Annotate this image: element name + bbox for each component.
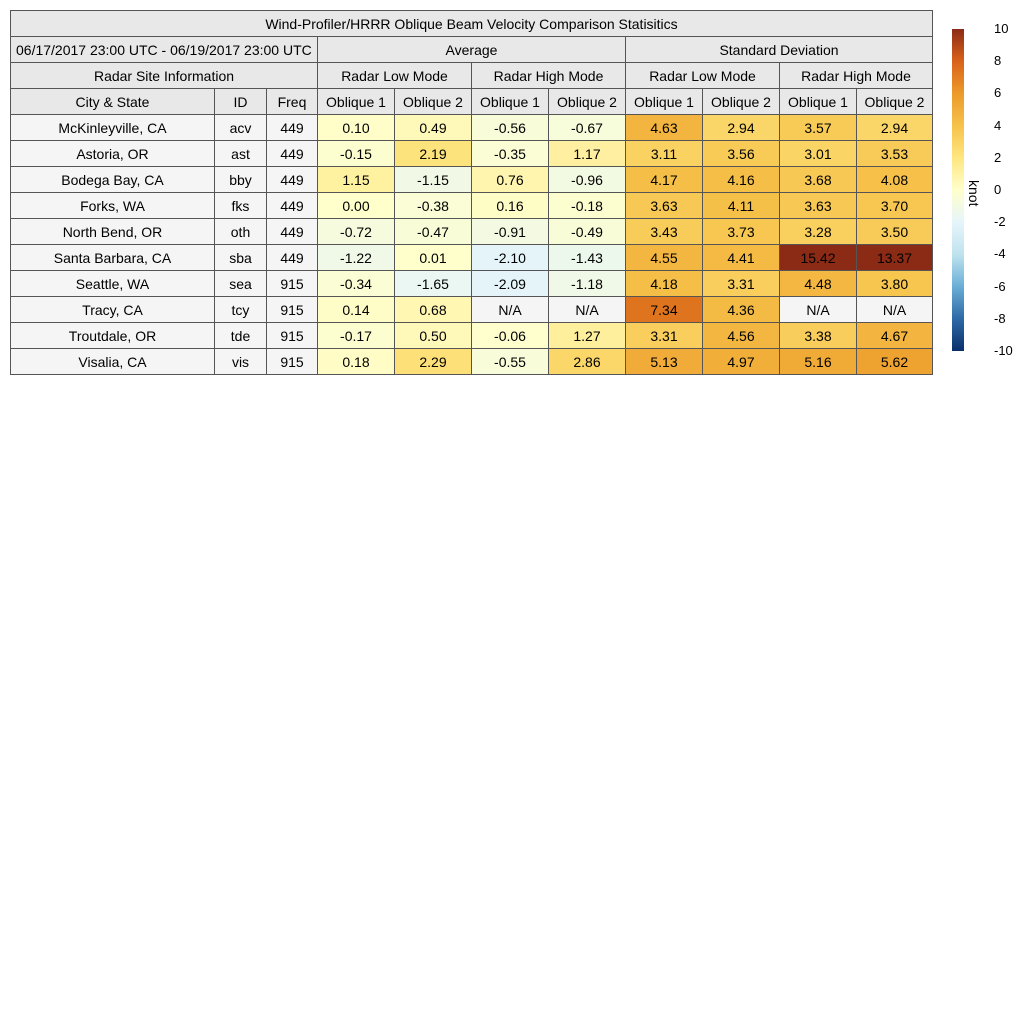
avg-high-oblique2-cell: 1.17 <box>549 141 626 167</box>
city-state-cell: Troutdale, OR <box>11 323 215 349</box>
avg-high-oblique2-cell: N/A <box>549 297 626 323</box>
avg-high-oblique1-cell: -0.91 <box>472 219 549 245</box>
std-high-oblique1-cell: 15.42 <box>780 245 857 271</box>
std-low-oblique1-cell: 4.18 <box>626 271 703 297</box>
colorbar-tick-label: 2 <box>994 149 1002 165</box>
avg-high-oblique2-header: Oblique 2 <box>549 89 626 115</box>
avg-high-oblique2-cell: -0.96 <box>549 167 626 193</box>
avg-low-oblique2-cell: 2.29 <box>395 349 472 375</box>
freq-cell: 449 <box>267 115 318 141</box>
city-state-cell: Tracy, CA <box>11 297 215 323</box>
site-info-header: Radar Site Information <box>11 63 318 89</box>
std-high-oblique2-cell: 3.53 <box>857 141 933 167</box>
avg-high-oblique1-cell: -2.09 <box>472 271 549 297</box>
avg-high-oblique2-cell: -1.43 <box>549 245 626 271</box>
table-row <box>11 297 933 323</box>
std-high-oblique2-cell: 3.50 <box>857 219 933 245</box>
std-high-oblique1-cell: 3.57 <box>780 115 857 141</box>
avg-low-oblique1-cell: 0.10 <box>318 115 395 141</box>
std-low-oblique2-cell: 2.94 <box>703 115 780 141</box>
std-low-oblique1-cell: 3.63 <box>626 193 703 219</box>
freq-cell: 449 <box>267 193 318 219</box>
std-high-oblique2-cell: 3.70 <box>857 193 933 219</box>
avg-high-oblique1-cell: -0.56 <box>472 115 549 141</box>
std-dev-header: Standard Deviation <box>626 37 933 63</box>
avg-low-oblique1-cell: -0.15 <box>318 141 395 167</box>
freq-cell: 915 <box>267 271 318 297</box>
city-state-cell: North Bend, OR <box>11 219 215 245</box>
city-state-cell: Santa Barbara, CA <box>11 245 215 271</box>
std-low-oblique1-cell: 3.11 <box>626 141 703 167</box>
avg-high-oblique1-cell: 0.16 <box>472 193 549 219</box>
colorbar-tick-label: 10 <box>994 21 1009 36</box>
table-title: Wind-Profiler/HRRR Oblique Beam Velocity Comparison Statisitics <box>11 11 933 37</box>
city-state-cell: Seattle, WA <box>11 271 215 297</box>
table-row <box>11 349 933 375</box>
std-low-oblique2-header: Oblique 2 <box>703 89 780 115</box>
site-id-cell: sea <box>215 271 267 297</box>
avg-high-oblique1-cell: -0.55 <box>472 349 549 375</box>
std-low-oblique1-cell: 5.13 <box>626 349 703 375</box>
avg-low-oblique2-cell: 0.49 <box>395 115 472 141</box>
std-high-oblique1-cell: 5.16 <box>780 349 857 375</box>
colorbar-tick-label: 0 <box>994 182 1002 197</box>
std-low-mode-header: Radar Low Mode <box>626 63 780 89</box>
freq-header: Freq <box>267 89 318 115</box>
avg-low-oblique2-header: Oblique 2 <box>395 89 472 115</box>
site-id-cell: tde <box>215 323 267 349</box>
table-row <box>11 141 933 167</box>
colorbar-unit-label: knot <box>966 180 982 207</box>
avg-high-mode-header: Radar High Mode <box>472 63 626 89</box>
freq-cell: 915 <box>267 297 318 323</box>
avg-high-oblique1-header: Oblique 1 <box>472 89 549 115</box>
freq-cell: 449 <box>267 141 318 167</box>
avg-low-oblique2-cell: 0.50 <box>395 323 472 349</box>
colorbar-tick-label: 4 <box>994 117 1002 133</box>
std-low-oblique1-cell: 4.17 <box>626 167 703 193</box>
city-state-header: City & State <box>11 89 215 115</box>
avg-high-oblique2-cell: 2.86 <box>549 349 626 375</box>
std-high-oblique1-cell: N/A <box>780 297 857 323</box>
std-low-oblique2-cell: 3.73 <box>703 219 780 245</box>
std-low-oblique2-cell: 4.97 <box>703 349 780 375</box>
table-row <box>11 219 933 245</box>
avg-high-oblique1-cell: -2.10 <box>472 245 549 271</box>
std-high-oblique1-cell: 4.48 <box>780 271 857 297</box>
std-low-oblique2-cell: 3.31 <box>703 271 780 297</box>
std-low-oblique2-cell: 4.41 <box>703 245 780 271</box>
colorbar-tick-label: 6 <box>994 85 1002 101</box>
std-low-oblique1-cell: 4.63 <box>626 115 703 141</box>
avg-high-oblique1-cell: -0.06 <box>472 323 549 349</box>
avg-high-oblique2-cell: -1.18 <box>549 271 626 297</box>
date-range: 06/17/2017 23:00 UTC - 06/19/2017 23:00 UTC <box>11 37 318 63</box>
colorbar-tick-label: -4 <box>994 246 1006 262</box>
std-high-oblique1-header: Oblique 1 <box>780 89 857 115</box>
site-id-cell: bby <box>215 167 267 193</box>
avg-low-oblique1-cell: 1.15 <box>318 167 395 193</box>
std-low-oblique2-cell: 4.36 <box>703 297 780 323</box>
avg-low-oblique1-cell: -0.17 <box>318 323 395 349</box>
std-high-oblique2-cell: 4.67 <box>857 323 933 349</box>
site-id-cell: tcy <box>215 297 267 323</box>
colorbar-tick-label: 8 <box>994 53 1002 69</box>
city-state-cell: McKinleyville, CA <box>11 115 215 141</box>
avg-high-oblique2-cell: -0.18 <box>549 193 626 219</box>
std-high-oblique1-cell: 3.01 <box>780 141 857 167</box>
table-row <box>11 323 933 349</box>
std-low-oblique1-cell: 3.43 <box>626 219 703 245</box>
avg-low-oblique1-cell: 0.18 <box>318 349 395 375</box>
freq-cell: 915 <box>267 349 318 375</box>
colorbar-tick-label: -2 <box>994 214 1006 230</box>
colorbar-tick-label: -6 <box>994 278 1006 294</box>
avg-low-oblique1-header: Oblique 1 <box>318 89 395 115</box>
avg-low-oblique2-cell: -1.15 <box>395 167 472 193</box>
std-low-oblique2-cell: 4.16 <box>703 167 780 193</box>
colorbar-tick-label: -8 <box>994 310 1006 326</box>
std-high-oblique2-cell: 5.62 <box>857 349 933 375</box>
std-high-oblique2-cell: 13.37 <box>857 245 933 271</box>
avg-low-oblique2-cell: 2.19 <box>395 141 472 167</box>
avg-low-oblique2-cell: -1.65 <box>395 271 472 297</box>
stats-table <box>10 10 933 375</box>
std-high-oblique1-cell: 3.63 <box>780 193 857 219</box>
avg-low-mode-header: Radar Low Mode <box>318 63 472 89</box>
avg-high-oblique1-cell: 0.76 <box>472 167 549 193</box>
avg-high-oblique2-cell: -0.67 <box>549 115 626 141</box>
site-id-cell: fks <box>215 193 267 219</box>
table-row <box>11 115 933 141</box>
freq-cell: 449 <box>267 219 318 245</box>
site-id-cell: sba <box>215 245 267 271</box>
site-id-cell: vis <box>215 349 267 375</box>
freq-cell: 915 <box>267 323 318 349</box>
table-row <box>11 245 933 271</box>
avg-low-oblique1-cell: 0.00 <box>318 193 395 219</box>
city-state-cell: Bodega Bay, CA <box>11 167 215 193</box>
avg-high-oblique2-cell: -0.49 <box>549 219 626 245</box>
std-high-oblique2-header: Oblique 2 <box>857 89 933 115</box>
avg-low-oblique1-cell: 0.14 <box>318 297 395 323</box>
std-high-oblique2-cell: N/A <box>857 297 933 323</box>
std-high-oblique2-cell: 3.80 <box>857 271 933 297</box>
std-high-mode-header: Radar High Mode <box>780 63 933 89</box>
avg-low-oblique1-cell: -0.34 <box>318 271 395 297</box>
std-low-oblique1-cell: 4.55 <box>626 245 703 271</box>
avg-low-oblique1-cell: -1.22 <box>318 245 395 271</box>
city-state-cell: Forks, WA <box>11 193 215 219</box>
id-header: ID <box>215 89 267 115</box>
avg-high-oblique1-cell: -0.35 <box>472 141 549 167</box>
freq-cell: 449 <box>267 167 318 193</box>
std-low-oblique1-cell: 7.34 <box>626 297 703 323</box>
avg-low-oblique2-cell: -0.47 <box>395 219 472 245</box>
std-low-oblique1-header: Oblique 1 <box>626 89 703 115</box>
city-state-cell: Visalia, CA <box>11 349 215 375</box>
avg-low-oblique2-cell: 0.68 <box>395 297 472 323</box>
avg-low-oblique2-cell: -0.38 <box>395 193 472 219</box>
table-row <box>11 193 933 219</box>
site-id-cell: oth <box>215 219 267 245</box>
std-high-oblique1-cell: 3.68 <box>780 167 857 193</box>
avg-low-oblique2-cell: 0.01 <box>395 245 472 271</box>
average-header: Average <box>318 37 626 63</box>
std-high-oblique2-cell: 2.94 <box>857 115 933 141</box>
freq-cell: 449 <box>267 245 318 271</box>
std-high-oblique1-cell: 3.28 <box>780 219 857 245</box>
site-id-cell: ast <box>215 141 267 167</box>
std-high-oblique1-cell: 3.38 <box>780 323 857 349</box>
city-state-cell: Astoria, OR <box>11 141 215 167</box>
std-high-oblique2-cell: 4.08 <box>857 167 933 193</box>
avg-high-oblique1-cell: N/A <box>472 297 549 323</box>
std-low-oblique1-cell: 3.31 <box>626 323 703 349</box>
std-low-oblique2-cell: 4.11 <box>703 193 780 219</box>
table-row <box>11 271 933 297</box>
table-row <box>11 167 933 193</box>
std-low-oblique2-cell: 4.56 <box>703 323 780 349</box>
avg-low-oblique1-cell: -0.72 <box>318 219 395 245</box>
avg-high-oblique2-cell: 1.27 <box>549 323 626 349</box>
std-low-oblique2-cell: 3.56 <box>703 141 780 167</box>
colorbar-tick-label: -10 <box>994 343 1013 358</box>
colorbar <box>952 29 964 351</box>
site-id-cell: acv <box>215 115 267 141</box>
colorbar-gradient <box>952 29 964 351</box>
